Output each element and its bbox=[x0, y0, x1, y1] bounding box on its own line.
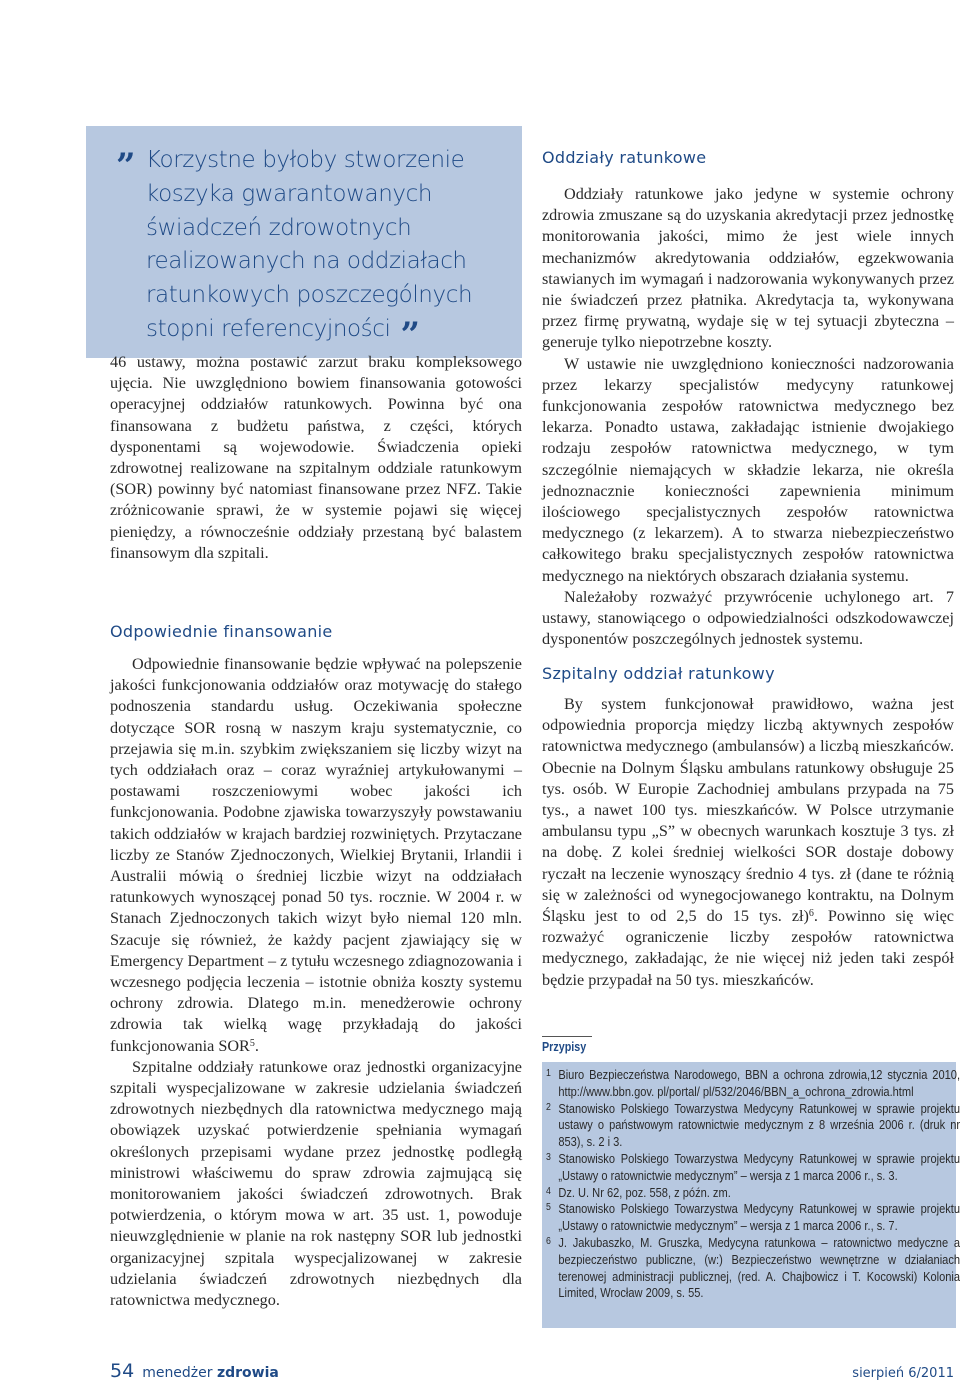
footnote-text: Stanowisko Polskiego Towarzystwa Medycyny Ratunkowej w sprawie projektu „Ustawy o ratownictwie medycznym” – wersja z 1 marca 2006 r., s. 3. bbox=[558, 1151, 960, 1183]
footnote-item bbox=[546, 1101, 960, 1151]
paragraph bbox=[110, 654, 522, 1057]
footnote-number: 3 bbox=[546, 1151, 551, 1163]
paragraph: Oddziały ratunkowe jako jedyne w systemie ochrony zdrowia zmuszane są do uzyskania akredytacji przez jednostkę monitorowania jakości, mimo że jest wiele innych mechanizmów akredytowania oddziałów, egzekwowania stawianych im wymagań i nadzorowania wykonywanych przez nie świadczeń przez płatnika. Akredytacja ta, wykonywana przez firmę prywatną, wydaje się w tej sytuacji zbyteczna – generuje tylko niepotrzebne koszty. bbox=[542, 185, 954, 352]
left-column-body bbox=[110, 654, 522, 1311]
footnotes-panel bbox=[542, 1062, 960, 1328]
footnote-item bbox=[546, 1185, 960, 1202]
pull-quote-line: stopni referencyjności bbox=[146, 315, 391, 342]
footnote-text: Dz. U. Nr 62, poz. 558, z późn. zm. bbox=[558, 1185, 731, 1200]
section-heading-emergency-wards: Oddziały ratunkowe bbox=[542, 148, 707, 167]
paragraph-text: . Powinno się więc rozważyć ograniczenie liczby zespołów ratownictwa medycznego, zakładając, że nie więcej niż jeden taki zespół będzie przypadał na 50 tys. mieszkańców. bbox=[542, 907, 954, 989]
section-heading-sor: Szpitalny oddział ratunkowy bbox=[542, 664, 775, 683]
footnote-ref: 5 bbox=[249, 1037, 255, 1049]
pull-quote-text bbox=[116, 144, 508, 355]
paragraph: Szpitalne oddziały ratunkowe oraz jednostki organizacyjne szpitali wyspecjalizowane w zakresie udzielania świadczeń zdrowotnych niezbędnych dla ratownictwa medycznego mają obowiązek uzyskać potwierdzenie spełniania wymagań określonych przepisami wydane przez jednostkę podległą ministrowi właściwemu do spraw zdrowia zajmującą się monitorowaniem jakości świadczeń zdrowotnych. Brak potwierdzenia, o którym mowa w art. 35 ust. 1, powoduje nieuwzględnienie w planie na rok następny SOR lub jednostki organizacyjnej szpitala wyspecjalizowanej w zakresie udzielania świadczeń zdrowotnych niezbędnych dla ratownictwa medycznego. bbox=[110, 1057, 522, 1310]
footnote-number: 2 bbox=[546, 1101, 551, 1113]
quote-open-icon: ” bbox=[116, 146, 136, 186]
paragraph-end: . bbox=[254, 1036, 259, 1055]
pull-quote-line: ratunkowych poszczególnych bbox=[146, 282, 473, 309]
footnote-ref: 6 bbox=[808, 908, 814, 920]
magazine-name bbox=[142, 1365, 279, 1381]
footnote-divider bbox=[542, 1036, 592, 1037]
pull-quote-line: koszyka gwarantowanych bbox=[146, 180, 432, 207]
footnote-number: 5 bbox=[546, 1202, 551, 1214]
section-heading-financing: Odpowiednie finansowanie bbox=[110, 622, 333, 641]
footnote-item bbox=[546, 1201, 960, 1235]
paragraph bbox=[542, 694, 954, 991]
footnote-text: J. Jakubaszko, M. Gruszka, Medycyna ratunkowa – ratownictwo medyczne a bezpieczeństwo publiczne, (w:) Bezpieczeństwo wewnętrzne w działaniach terenowej administracji publicznej, (red. A. Chajbowicz i T. Kocowski) Kolonia Limited, Wrocław 2009, s. 55. bbox=[558, 1235, 960, 1301]
pull-quote bbox=[86, 126, 522, 358]
footnote-item bbox=[546, 1235, 960, 1302]
footnote-text: Stanowisko Polskiego Towarzystwa Medycyny Ratunkowej w sprawie projektu ustawy o państwowym ratownictwie medycznym z 8 września 2006 r. (druk nr 853), s. 2 i 3. bbox=[558, 1101, 960, 1150]
magazine-name-light: menedżer bbox=[142, 1365, 213, 1381]
footnote-number: 4 bbox=[546, 1185, 551, 1197]
pull-quote-line: realizowanych na oddziałach bbox=[146, 248, 467, 275]
page-footer-left bbox=[110, 1360, 279, 1382]
paragraph-text: By system funkcjonował prawidłowo, ważna jest odpowiednia proporcja między liczbą aktywnych zespołów ratownictwa medycznego (ambulansów) a liczbą mieszkańców. Obecnie na Dolnym Śląsku ambulans ratunkowy obsługuje 25 tys. osób. W Europie Zachodniej ambulans przypada na 75 tys., a nawet 100 tys. mieszkańców. W Polsce utrzymanie ambulansu typu „S” w obecnych warunkach kosztuje 3 tys. zł na dobę. Z kolei średniej wielkości SOR dostaje dobowy ryczałt na leczenie wynoszący średnio 4 tys. zł (dane te różnią się w zależności od wynegocjowanego kontraktu, na Dolnym Śląsku jest to od 2,5 do 15 tys. zł) bbox=[542, 695, 954, 926]
pull-quote-line: Korzystne byłoby stworzenie bbox=[146, 147, 465, 173]
paragraph: 46 ustawy, można postawić zarzut braku kompleksowego ujęcia. Nie uwzględniono bowiem finansowania gotowości operacyjnej oddziałów ratunkowych. Powinna być ona finansowana z budżetu państwa, z części, których dysponentami są wojewodowie. Świadczenia opieki zdrowotnej realizowane na szpitalnym oddziale ratunkowym (SOR) powinny być natomiast finansowane przez NFZ. Takie zróżnicowanie sprawi, że w systemie pojawi się więcej pieniędzy, a równocześnie oddziały przestaną być balastem finansowym dla szpitali. bbox=[110, 353, 522, 562]
footnotes-title bbox=[542, 1038, 593, 1056]
paragraph: W ustawie nie uwzględniono konieczności nadzorowania przez lekarzy specjalistów medycyny ratunkowej funkcjonowania zespołów ratownictwa medycznego bez lekarza. Ponadto ustawa, zakładając istnienie dwojakiego rodzaju zespołów ratownictwa medycznego, w tym szczególnie niemających w składzie lekarza, nie określa jednoznacznie konieczności zapewnienia minimum ilościowego specjalistycznych zespołów ratownictwa medycznego (z lekarzem). A to stwarza niebezpieczeństwo całkowitego braku specjalistycznych zespołów ratownictwa medycznego na niektórych obszarach działania systemu. bbox=[542, 354, 954, 585]
footnote-number: 1 bbox=[546, 1068, 551, 1079]
magazine-name-bold: zdrowia bbox=[216, 1365, 279, 1381]
quote-close-icon: ” bbox=[400, 314, 420, 355]
footnote-text: Biuro Bezpieczeństwa Narodowego, BBN a ochrona zdrowia,12 stycznia 2010, http://www.bbn.gov. pl/portal/ pl/532/2046/BBN_a_ochrona_zdrowia.html bbox=[558, 1068, 960, 1099]
right-column-body-1 bbox=[542, 184, 954, 650]
footnote-text: Stanowisko Polskiego Towarzystwa Medycyny Ratunkowej w sprawie projektu „Ustawy o ratownictwie medycznym” – wersja z 1 marca 2006 r., s. 7. bbox=[558, 1202, 960, 1234]
left-column-intro bbox=[110, 352, 522, 564]
footnote-number: 6 bbox=[546, 1235, 551, 1247]
right-column-body-2 bbox=[542, 694, 954, 991]
footnotes-title-text: Przypisy bbox=[542, 1040, 587, 1054]
paragraph-text: Odpowiednie finansowanie będzie wpływać na polepszenie jakości funkcjonowania oddziałów oraz motywację do stałego podnoszenia standardu usług. Oczekiwania społeczne dotyczące SOR rosną w naszym kraju systematycznie, co przejawia się m.in. szybkim zwiększaniem się liczby wizyt na tych oddziałach oraz – coraz wyraźniej artykułowanymi – postawami roszczeniowymi wobec jakości ich funkcjonowania. Podobne zjawiska towarzyszyły powstawaniu takich oddziałów w krajach bardziej rozwiniętych. Przytaczane liczby ze Stanów Zjednoczonych, Wielkiej Brytanii, Irlandii i Australii mówią o średniej liczbie wizyt na oddziałach ratunkowych wynoszącej ponad 50 tys. rocznie. W 2004 r. w Stanach Zjednoczonych takich wizyt było niemal 120 mln. Szacuje się również, że każdy pacjent zjawiający się w Emergency Department – z tytułu wczesnego zdiagnozowania i wczesnego podjęcia leczenia – istotnie obniża koszty systemu ochrony zdrowia. Dlatego m.in. menedżerowie ochrony zdrowia tak wielką wagę przykładają do jakości funkcjonowania SOR bbox=[110, 655, 522, 1055]
footnote-item bbox=[546, 1151, 960, 1185]
pull-quote-line: świadczeń zdrowotnych bbox=[146, 214, 412, 241]
paragraph: Należałoby rozważyć przywrócenie uchylonego art. 7 ustawy, stanowiącego o odpowiedzialności odszkodowawczej dysponentów poszczególnych jednostek systemu. bbox=[542, 587, 954, 649]
issue-date: sierpień 6/2011 bbox=[852, 1366, 954, 1381]
footnote-item bbox=[546, 1067, 960, 1101]
page-footer-right bbox=[852, 1364, 954, 1382]
page-number: 54 bbox=[110, 1360, 135, 1382]
